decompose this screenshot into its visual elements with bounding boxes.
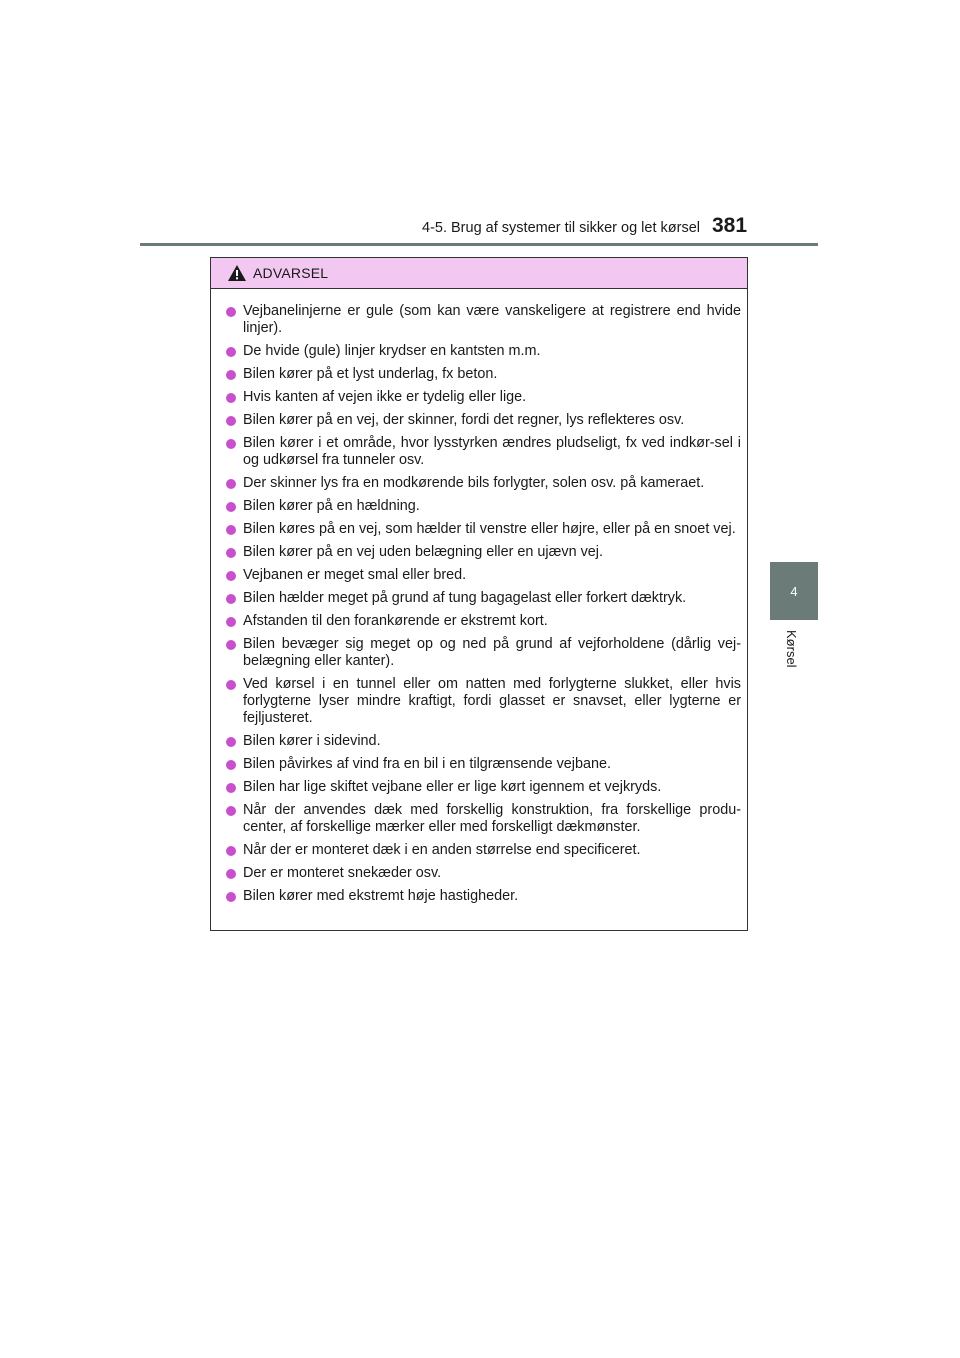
- warning-item-text: Bilen hælder meget på grund af tung bagagelast eller forkert dæktryk.: [243, 590, 687, 606]
- warning-list-item: [225, 475, 741, 492]
- warning-item-text: Vejbanelinjerne er gule (som kan være vanskeligere at registrere end hvide linjer).: [243, 303, 741, 336]
- warning-list-item: [225, 636, 741, 670]
- warning-list-item: [225, 435, 741, 469]
- warning-item-text: Hvis kanten af vejen ikke er tydelig eller lige.: [243, 389, 527, 405]
- header-title: 4-5. Brug af systemer til sikker og let kørsel: [422, 220, 700, 236]
- warning-item-text: Bilen påvirkes af vind fra en bil i en tilgrænsende vejbane.: [243, 756, 611, 772]
- bullet-dot-icon: [226, 393, 236, 403]
- bullet-dot-icon: [226, 370, 236, 380]
- warning-item-text: Ved kørsel i en tunnel eller om natten med forlygterne slukket, eller hvis forlygterne lyser mindre kraftigt, fordi glasset er snavset, eller lygterne er fejljusteret.: [243, 676, 741, 726]
- bullet-dot-icon: [226, 416, 236, 426]
- warning-list-item: [225, 303, 741, 337]
- bullet-dot-icon: [226, 806, 236, 816]
- warning-list-item: [225, 779, 741, 796]
- warning-list-item: [225, 412, 741, 429]
- warning-item-text: Bilen kører på en vej uden belægning eller en ujævn vej.: [243, 544, 603, 560]
- warning-item-text: Bilen har lige skiftet vejbane eller er lige kørt igennem et vejkryds.: [243, 779, 662, 795]
- warning-item-text: Bilen kører i sidevind.: [243, 733, 381, 749]
- bullet-dot-icon: [226, 439, 236, 449]
- warning-item-text: Bilen køres på en vej, som hælder til venstre eller højre, eller på en snoet vej.: [243, 521, 736, 537]
- warning-list-item: [225, 865, 741, 882]
- bullet-dot-icon: [226, 869, 236, 879]
- bullet-dot-icon: [226, 760, 236, 770]
- bullet-dot-icon: [226, 525, 236, 535]
- warning-list-item: [225, 613, 741, 630]
- warning-item-text: Afstanden til den forankørende er ekstremt kort.: [243, 613, 548, 629]
- warning-list-item: [225, 521, 741, 538]
- bullet-dot-icon: [226, 571, 236, 581]
- warning-item-text: Når der er monteret dæk i en anden størrelse end specificeret.: [243, 842, 641, 858]
- warning-item-text: Bilen bevæger sig meget op og ned på grund af vejforholdene (dårlig vej-belægning eller kanter).: [243, 636, 741, 669]
- bullet-dot-icon: [226, 783, 236, 793]
- header-rule: [140, 243, 818, 246]
- bullet-dot-icon: [226, 846, 236, 856]
- warning-item-text: Når der anvendes dæk med forskellig konstruktion, fra forskellige produ-center, af forskellige mærker eller med forskelligt dækmønster.: [243, 802, 741, 835]
- warning-list-item: [225, 343, 741, 360]
- warning-title: ADVARSEL: [253, 265, 329, 281]
- warning-list-item: [225, 366, 741, 383]
- bullet-dot-icon: [226, 680, 236, 690]
- bullet-dot-icon: [226, 307, 236, 317]
- warning-list-item: [225, 733, 741, 750]
- bullet-dot-icon: [226, 617, 236, 627]
- chapter-label: Kørsel: [784, 630, 799, 668]
- warning-list-item: [225, 567, 741, 584]
- bullet-dot-icon: [226, 640, 236, 650]
- bullet-dot-icon: [226, 594, 236, 604]
- warning-item-text: Bilen kører på en hældning.: [243, 498, 420, 514]
- warning-box: [210, 257, 748, 931]
- warning-list-item: [225, 842, 741, 859]
- warning-item-text: De hvide (gule) linjer krydser en kantsten m.m.: [243, 343, 541, 359]
- warning-list: [211, 289, 747, 905]
- bullet-dot-icon: [226, 737, 236, 747]
- bullet-dot-icon: [226, 479, 236, 489]
- warning-list-item: [225, 756, 741, 773]
- warning-list-item: [225, 888, 741, 905]
- bullet-dot-icon: [226, 892, 236, 902]
- warning-header: [211, 258, 747, 289]
- warning-item-text: Bilen kører med ekstremt høje hastigheder.: [243, 888, 519, 904]
- warning-item-text: Bilen kører på en vej, der skinner, fordi det regner, lys reflekteres osv.: [243, 412, 685, 428]
- warning-list-item: [225, 590, 741, 607]
- warning-list-item: [225, 498, 741, 515]
- chapter-tab: [770, 562, 818, 620]
- warning-list-item: [225, 389, 741, 406]
- warning-item-text: Vejbanen er meget smal eller bred.: [243, 567, 467, 583]
- warning-item-text: Bilen kører på et lyst underlag, fx beton.: [243, 366, 498, 382]
- warning-item-text: Der skinner lys fra en modkørende bils forlygter, solen osv. på kameraet.: [243, 475, 705, 491]
- warning-list-item: [225, 802, 741, 836]
- chapter-tab-number: 4: [790, 583, 798, 599]
- page-number: 381: [712, 214, 748, 237]
- bullet-dot-icon: [226, 347, 236, 357]
- bullet-dot-icon: [226, 548, 236, 558]
- bullet-dot-icon: [226, 502, 236, 512]
- warning-item-text: Der er monteret snekæder osv.: [243, 865, 442, 881]
- warning-list-item: [225, 544, 741, 561]
- warning-item-text: Bilen kører i et område, hvor lysstyrken ændres pludseligt, fx ved indkør-sel i og udkørsel fra tunneler osv.: [243, 435, 741, 468]
- warning-list-item: [225, 676, 741, 727]
- warning-triangle-icon: [227, 264, 247, 282]
